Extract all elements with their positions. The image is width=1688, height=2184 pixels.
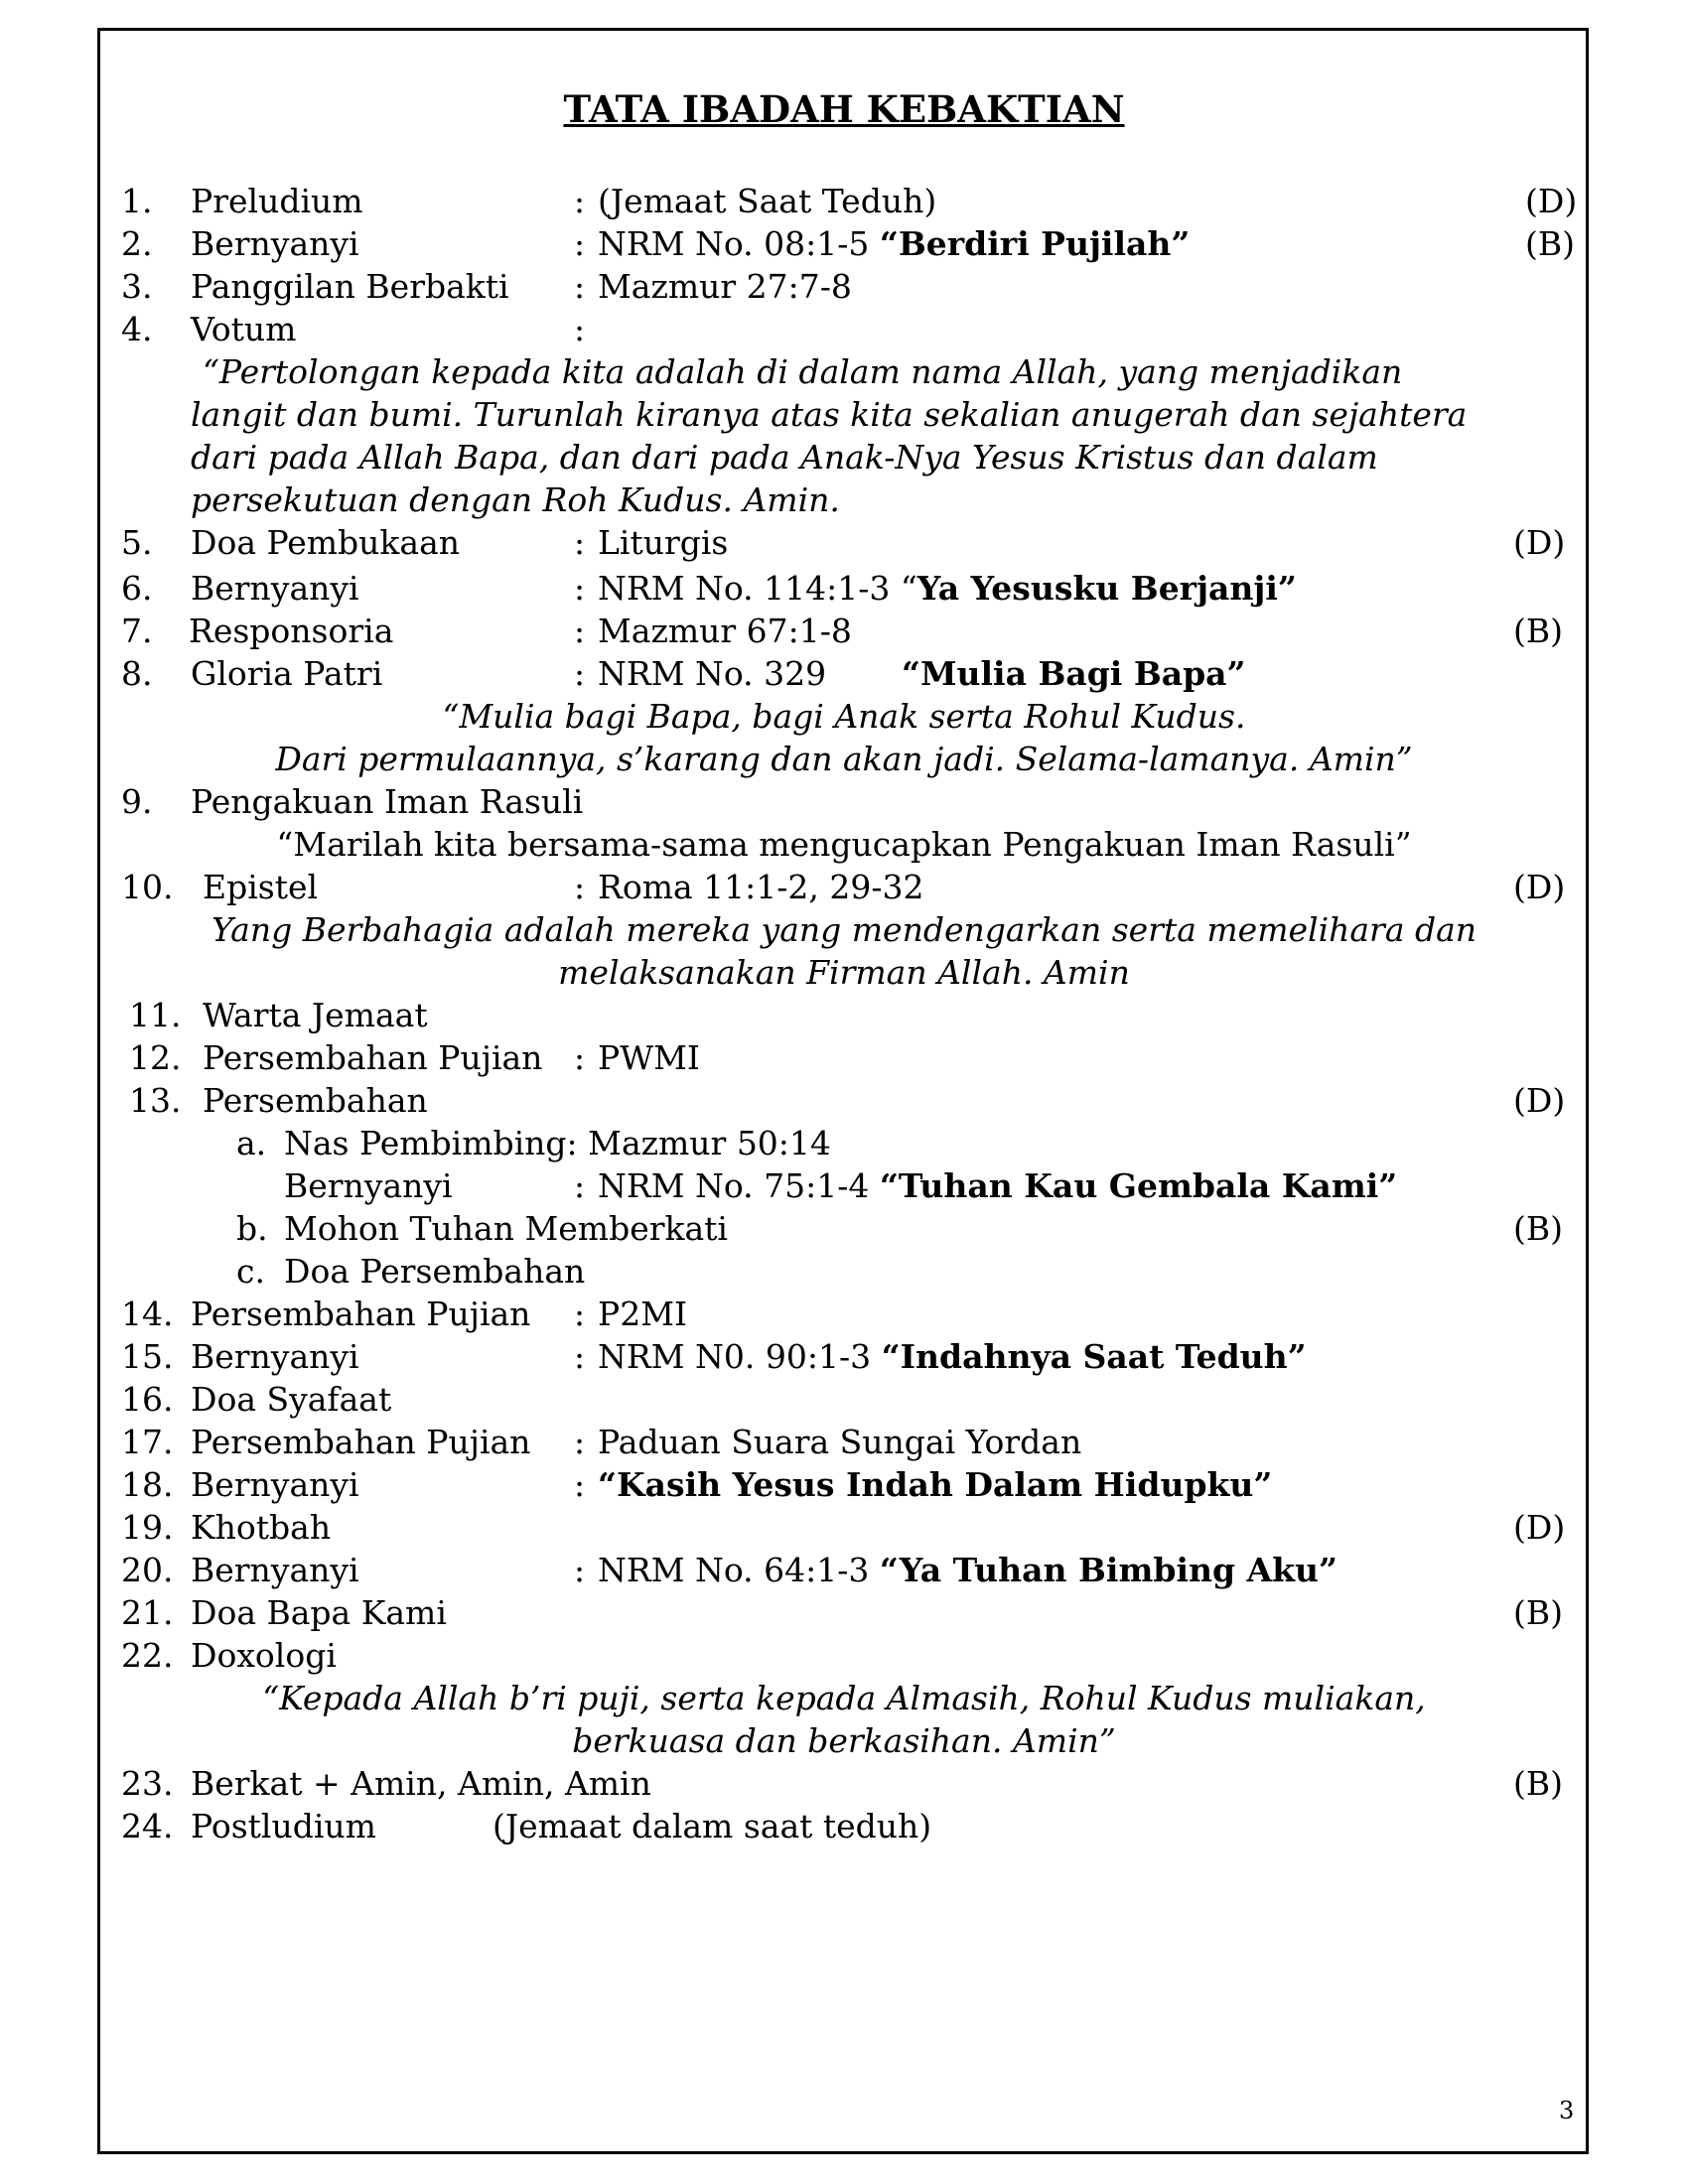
item-label: Bernyanyi xyxy=(284,1166,453,1205)
item-label: Doa Pembukaan xyxy=(191,523,461,562)
item-mark: (D) xyxy=(1513,868,1566,906)
item-label: Preludium xyxy=(191,182,363,220)
item-colon: : xyxy=(574,310,586,348)
item-value: Mazmur 67:1-8 xyxy=(598,612,852,650)
item-value: PWMI xyxy=(598,1038,700,1077)
item-value: NRM N0. 90:1-3 “Indahnya Saat Teduh” xyxy=(598,1337,1307,1376)
item-mark: (D) xyxy=(1513,1508,1566,1547)
item-number: 8. xyxy=(121,654,153,693)
item-number: 6. xyxy=(121,569,153,608)
item-mark: (D) xyxy=(1525,182,1578,220)
item-label: Bernyanyi xyxy=(191,1551,359,1589)
item-value: Mazmur 27:7-8 xyxy=(598,267,852,306)
item-colon: : xyxy=(574,1337,586,1376)
list-item xyxy=(0,1422,1688,1463)
song-title: “Ya Tuhan Bimbing Aku” xyxy=(879,1551,1337,1589)
item-mark: (D) xyxy=(1513,523,1566,562)
votum-text: dari pada Allah Bapa, dan dari pada Anak-Nya Yesus Kristus dan dalam xyxy=(191,438,1378,477)
item-number: c. xyxy=(236,1252,265,1291)
item-number: 22. xyxy=(121,1636,174,1675)
item-colon: : xyxy=(574,267,586,306)
list-item xyxy=(0,1037,1688,1079)
item-mark: (B) xyxy=(1513,612,1563,650)
item-colon: : xyxy=(574,1423,586,1461)
item-mark: (D) xyxy=(1513,1081,1566,1120)
list-item xyxy=(0,1550,1688,1591)
item-number: 20. xyxy=(121,1551,174,1589)
item-number: a. xyxy=(236,1124,267,1162)
epistel-text: Yang Berbahagia adalah mereka yang mendengarkan serta memelihara dan xyxy=(211,910,1477,949)
item-label: Nas Pembimbing: Mazmur 50:14 xyxy=(284,1124,831,1162)
list-item xyxy=(0,995,1688,1036)
item-number: 19. xyxy=(121,1508,174,1547)
list-item xyxy=(0,1464,1688,1506)
item-label: Panggilan Berbakti xyxy=(191,267,509,306)
list-item xyxy=(0,1592,1688,1634)
page-number: 3 xyxy=(1559,2097,1575,2124)
item-label: Persembahan Pujian xyxy=(203,1038,543,1077)
item-label: Votum xyxy=(191,310,297,348)
list-item xyxy=(0,1336,1688,1378)
item-label: Postludium xyxy=(191,1807,376,1845)
pengakuan-text: “Marilah kita bersama-sama mengucapkan Pengakuan Iman Rasuli” xyxy=(276,825,1412,864)
item-label: Berkat + Amin, Amin, Amin xyxy=(191,1764,651,1803)
item-value: (Jemaat Saat Teduh) xyxy=(598,182,937,220)
item-mark: (B) xyxy=(1525,224,1575,263)
item-value: P2MI xyxy=(598,1295,688,1333)
item-colon: : xyxy=(574,1038,586,1077)
item-label: Persembahan xyxy=(203,1081,428,1120)
song-title: “Indahnya Saat Teduh” xyxy=(881,1337,1307,1376)
item-label: Bernyanyi xyxy=(191,1465,359,1504)
item-number: 1. xyxy=(121,182,153,220)
list-item xyxy=(0,181,1688,222)
item-value: NRM No. 75:1-4 “Tuhan Kau Gembala Kami” xyxy=(598,1166,1398,1205)
list-item xyxy=(0,867,1688,908)
item-number: 21. xyxy=(121,1593,174,1632)
song-title: “Berdiri Pujilah” xyxy=(879,224,1191,263)
item-mark: (B) xyxy=(1513,1593,1563,1632)
doxologi-text: “Kepada Allah b’ri puji, serta kepada Almasih, Rohul Kudus muliakan, xyxy=(262,1679,1426,1717)
item-label: Bernyanyi xyxy=(191,569,359,608)
item-label: Doxologi xyxy=(191,1636,337,1675)
item-number: b. xyxy=(236,1209,268,1248)
item-number: 9. xyxy=(121,782,153,821)
item-label: Warta Jemaat xyxy=(203,996,428,1034)
item-number: 24. xyxy=(121,1807,174,1845)
doxologi-text: berkuasa dan berkasihan. Amin” xyxy=(572,1721,1116,1760)
item-colon: : xyxy=(574,1465,586,1504)
item-colon: : xyxy=(574,523,586,562)
list-item xyxy=(0,653,1688,695)
item-number: 4. xyxy=(121,310,153,348)
song-title: “Kasih Yesus Indah Dalam Hidupku” xyxy=(598,1465,1273,1504)
song-title: “Mulia Bagi Bapa” xyxy=(902,654,1246,693)
list-item xyxy=(0,1080,1688,1122)
list-item xyxy=(0,611,1688,652)
song-title: Ya Yesusku Berjanji” xyxy=(916,569,1297,608)
item-colon: : xyxy=(574,1295,586,1333)
list-item xyxy=(0,1208,1688,1250)
list-item xyxy=(0,1806,1688,1847)
item-number: 17. xyxy=(121,1423,174,1461)
item-value: NRM No. 08:1-5 “Berdiri Pujilah” xyxy=(598,224,1191,263)
list-item xyxy=(0,1507,1688,1549)
epistel-text: melaksanakan Firman Allah. Amin xyxy=(558,953,1130,992)
item-label: Doa Persembahan xyxy=(284,1252,586,1291)
item-colon: : xyxy=(574,868,586,906)
item-number: 12. xyxy=(129,1038,182,1077)
item-colon: : xyxy=(574,182,586,220)
list-item xyxy=(0,1379,1688,1421)
list-item xyxy=(0,522,1688,564)
item-value: Liturgis xyxy=(598,523,729,562)
item-value: Paduan Suara Sungai Yordan xyxy=(598,1423,1082,1461)
votum-text: “Pertolongan kepada kita adalah di dalam nama Allah, yang menjadikan xyxy=(203,352,1403,391)
item-number: 16. xyxy=(121,1380,174,1419)
song-title: “Tuhan Kau Gembala Kami” xyxy=(879,1166,1398,1205)
item-number: 3. xyxy=(121,267,153,306)
votum-text: persekutuan dengan Roh Kudus. Amin. xyxy=(191,480,840,519)
item-label: Responsoria xyxy=(189,612,394,650)
item-label: Persembahan Pujian xyxy=(191,1295,531,1333)
list-item xyxy=(0,1251,1688,1293)
item-colon: : xyxy=(574,1166,586,1205)
item-label: Bernyanyi xyxy=(191,224,359,263)
item-value: (Jemaat dalam saat teduh) xyxy=(492,1807,932,1845)
list-item xyxy=(0,1123,1688,1164)
item-colon: : xyxy=(574,654,586,693)
item-label: Gloria Patri xyxy=(191,654,383,693)
item-label: Bernyanyi xyxy=(191,1337,359,1376)
item-label: Doa Bapa Kami xyxy=(191,1593,447,1632)
item-label: Doa Syafaat xyxy=(191,1380,392,1419)
item-colon: : xyxy=(574,612,586,650)
list-item xyxy=(0,1763,1688,1805)
item-label: Persembahan Pujian xyxy=(191,1423,531,1461)
item-number: 23. xyxy=(121,1764,174,1803)
list-item xyxy=(0,781,1688,823)
item-value: NRM No. 329 xyxy=(598,654,827,693)
list-item xyxy=(0,1635,1688,1677)
item-value: NRM No. 64:1-3 “Ya Tuhan Bimbing Aku” xyxy=(598,1551,1337,1589)
item-value: Roma 11:1-2, 29-32 xyxy=(598,868,924,906)
list-item xyxy=(0,223,1688,265)
item-mark: (B) xyxy=(1513,1764,1563,1803)
item-number: 15. xyxy=(121,1337,174,1376)
item-colon: : xyxy=(574,1551,586,1589)
item-number: 13. xyxy=(129,1081,182,1120)
gloria-text: Dari permulaannya, s’karang dan akan jadi. Selama-lamanya. Amin” xyxy=(275,740,1413,778)
list-item xyxy=(0,568,1688,610)
gloria-text: “Mulia bagi Bapa, bagi Anak serta Rohul Kudus. xyxy=(442,697,1246,736)
list-item xyxy=(0,1294,1688,1335)
item-number: 18. xyxy=(121,1465,174,1504)
item-value: NRM No. 114:1-3 “Ya Yesusku Berjanji” xyxy=(598,569,1297,608)
page-title: TATA IBADAH KEBAKTIAN xyxy=(563,87,1125,131)
item-number: 2. xyxy=(121,224,153,263)
item-label: Epistel xyxy=(203,868,319,906)
item-colon: : xyxy=(574,569,586,608)
item-number: 5. xyxy=(121,523,153,562)
item-number: 10. xyxy=(121,868,174,906)
item-number: 11. xyxy=(129,996,182,1034)
item-colon: : xyxy=(574,224,586,263)
item-mark: (B) xyxy=(1513,1209,1563,1248)
list-item xyxy=(0,266,1688,308)
item-label: Khotbah xyxy=(191,1508,332,1547)
item-number: 7. xyxy=(121,612,153,650)
votum-text: langit dan bumi. Turunlah kiranya atas kita sekalian anugerah dan sejahtera xyxy=(191,395,1468,434)
item-label: Mohon Tuhan Memberkati xyxy=(284,1209,728,1248)
list-item xyxy=(0,309,1688,350)
item-label: Pengakuan Iman Rasuli xyxy=(191,782,584,821)
list-item xyxy=(0,1165,1688,1207)
item-number: 14. xyxy=(121,1295,174,1333)
